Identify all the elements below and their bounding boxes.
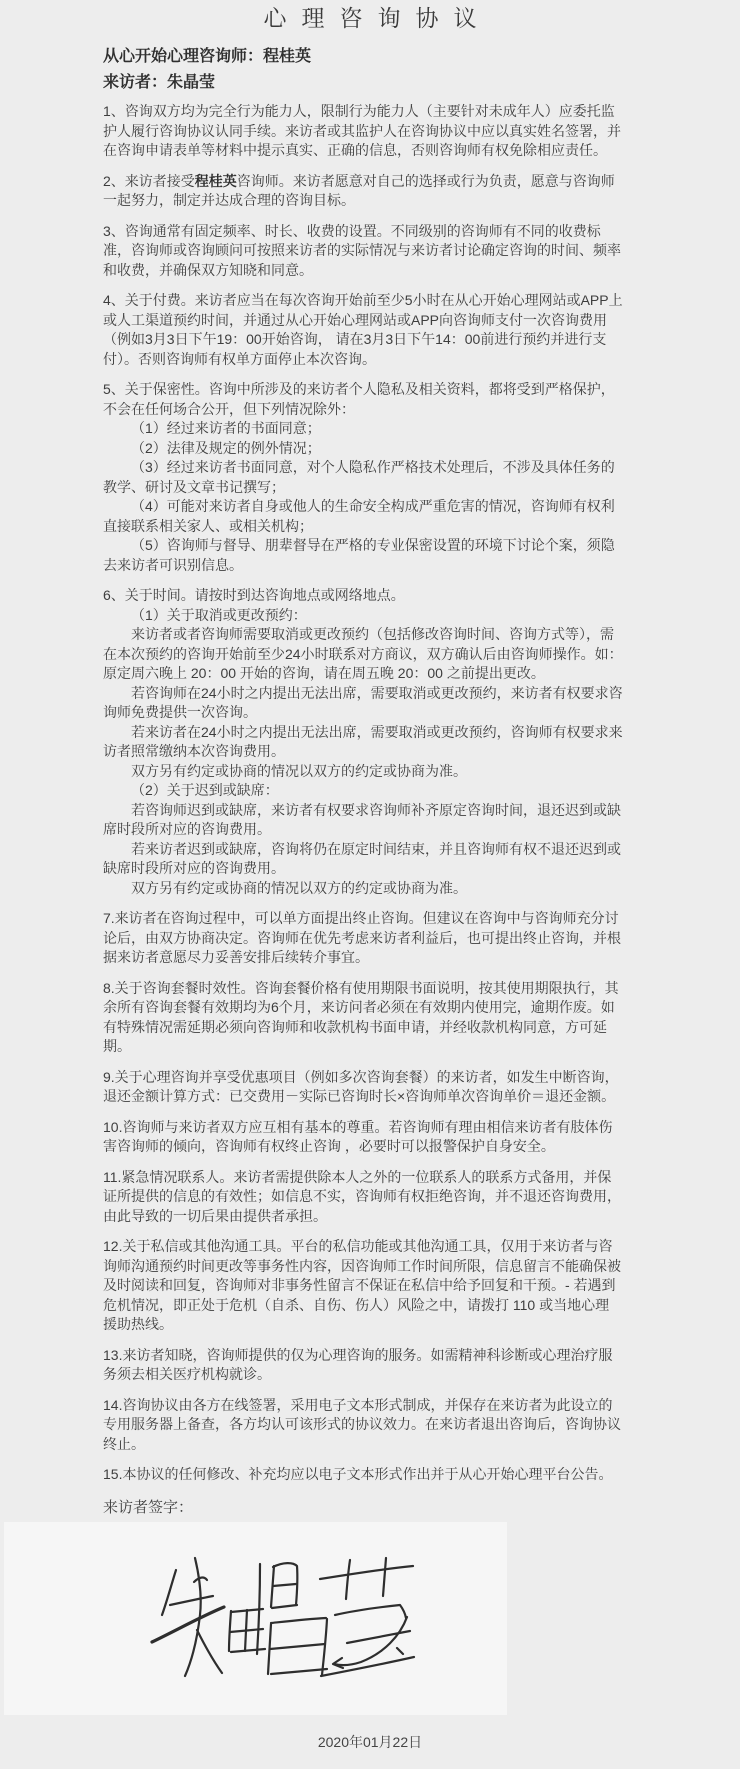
paragraph-line: （1）关于取消或更改预约：: [131, 606, 307, 623]
paragraph-line: （2）关于迟到或缺席：: [131, 782, 279, 798]
agreement-paragraph: [103, 1068, 637, 1107]
agreement-paragraph: [103, 586, 637, 898]
counselor-label: 从心开始心理咨询师：: [103, 48, 264, 65]
paragraph-line: （2）法律及规定的例外情况；: [131, 439, 321, 456]
paragraph-line: 务须去相关医疗机构就诊。: [103, 1366, 271, 1382]
paragraph-line: 来访者或者咨询师需要取消或更改预约（包括修改咨询时间、咨询方式等），需: [131, 626, 614, 642]
agreement-paragraph: [103, 172, 637, 211]
paragraph-line: 询师免费提供一次咨询。: [103, 704, 257, 720]
paragraph-line: 准，咨询师或咨询顾问可按照来访者的实际情况与来访者讨论确定咨询的时间、频率: [103, 242, 621, 258]
agreement-paragraph: [103, 1118, 637, 1157]
visitor-label: 来访者：: [103, 74, 168, 91]
agreement-paragraph: [103, 1168, 637, 1227]
paragraph-line: 3、咨询通常有固定频率、时长、收费的设置。不同级别的咨询师有不同的收费标: [103, 222, 601, 239]
agreement-paragraph: [103, 1396, 637, 1455]
signature-drawing: [150, 1553, 420, 1693]
paragraph-line: 去来访者可识别信息。: [103, 556, 243, 573]
paragraph-line: 付）。否则咨询师有权单方面停止本次咨询。: [103, 350, 376, 367]
paragraph-line: 若咨询师迟到或缺席，来访者有权要求咨询师补齐原定咨询时间，退还迟到或缺: [131, 801, 621, 818]
agreement-body: [103, 102, 637, 1485]
agreement-paragraph: [103, 979, 637, 1057]
paragraph-line: 教学、研讨及文章书记撰写；: [103, 478, 285, 495]
paragraph-line: （3）经过来访者书面同意，对个人隐私作严格技术处理后，不涉及具体任务的: [131, 459, 615, 475]
paragraph-line: 原定周六晚上 20：00 开始的咨询，请在周五晚 20：00 之前提出更改。: [103, 665, 545, 681]
paragraph-line: 访者照常缴纳本次咨询费用。: [103, 743, 285, 759]
paragraph-line: 终止。: [103, 1435, 145, 1452]
paragraph-line: 在咨询申请表单等材料中提示真实、正确的信息，否则咨询师有权免除相应责任。: [103, 142, 607, 158]
counselor-line: [103, 46, 637, 67]
paragraph-line: 14.咨询协议由各方在线签署，采用电子文本形式制成，并保存在来访者为此设立的: [103, 1396, 613, 1413]
paragraph-line: 证所提供的信息的有效性；如信息不实，咨询师有权拒绝咨询，并不退还咨询费用，: [103, 1188, 621, 1204]
agreement-paragraph: [103, 1465, 637, 1485]
paragraph-line: 据来访者意愿尽力妥善安排后续转介事宜。: [103, 949, 369, 965]
paragraph-line: 席时段所对应的咨询费用。: [103, 821, 271, 837]
paragraph-line: 援助热线。: [103, 1316, 173, 1332]
paragraph-line: 专用服务器上备查，各方均认可该形式的协议效力。在来访者退出咨询后，咨询协议: [103, 1416, 621, 1432]
paragraph-line: （例如3月3日下午19：00开始咨询， 请在3月3日下午14：00前进行预约并进行支: [103, 331, 607, 347]
paragraph-line: 询师沟通预约时间更改等事务性内容，因咨询师工作时间所限，信息留言不能确保被: [103, 1257, 621, 1274]
agreement-paragraph: [103, 291, 637, 369]
paragraph-line: 若来访者迟到或缺席，咨询将仍在原定时间结束，并且咨询师有权不退还迟到或: [131, 840, 621, 857]
paragraph-line: 及时阅读和回复，咨询师对非事务性留言不保证在私信中给予回复和干预。- 若遇到: [103, 1277, 616, 1293]
paragraph-line: 有特殊情况需延期必须向咨询师和收款机构书面申请，并经收款机构同意，方可延: [103, 1018, 607, 1035]
agreement-paragraph: [103, 909, 637, 968]
paragraph-line: 危机情况，即正处于危机（自杀、自伤、伤人）风险之中，请拨打 110 或当地心理: [103, 1296, 610, 1313]
paragraph-line: 13.来访者知晓，咨询师提供的仅为心理咨询的服务。如需精神科诊断或心理治疗服: [103, 1346, 613, 1363]
paragraph-line: 直接联系相关家人、或相关机构；: [103, 517, 313, 534]
paragraph-line: 缺席时段所对应的咨询费用。: [103, 860, 285, 876]
page-title-text: 心理咨询协议: [263, 5, 492, 31]
paragraph-line: 一起努力，制定并达成合理的咨询目标。: [103, 192, 355, 208]
paragraph-line: 论后，由双方协商决定。咨询师在优先考虑来访者利益后，也可提出终止咨询，并根: [103, 929, 621, 946]
agreement-paragraph: [103, 1346, 637, 1385]
paragraph-line: 5、关于保密性。咨询中所涉及的来访者个人隐私及相关资料，都将受到严格保护，: [103, 381, 615, 397]
paragraph-line: 10.咨询师与来访者双方应互相有基本的尊重。若咨询师有理由相信来访者有肢体伤: [103, 1118, 613, 1135]
paragraph-line: 不会在任何场合公开，但下列情况除外：: [103, 400, 355, 417]
paragraph-line: 护人履行咨询协议认同手续。来访者或其监护人在咨询协议中应以真实姓名签署，并: [103, 122, 621, 139]
paragraph-line: （4）可能对来访者自身或他人的生命安全构成严重危害的情况，咨询师有权利: [131, 498, 615, 514]
paragraph-line: 双方另有约定或协商的情况以双方的约定或协商为准。: [131, 879, 467, 896]
paragraph-line: 2、来访者接受程桂英咨询师。来访者愿意对自己的选择或行为负责，愿意与咨询师: [103, 172, 615, 189]
paragraph-line: 9.关于心理咨询并享受优惠项目（例如多次咨询套餐）的来访者，如发生中断咨询，: [103, 1068, 619, 1085]
paragraph-line: 由此导致的一切后果由提供者承担。: [103, 1207, 327, 1224]
signature-canvas: [4, 1522, 507, 1715]
paragraph-line: 害咨询师的倾向，咨询师有权终止咨询 ，必要时可以报警保护自身安全。: [103, 1138, 555, 1154]
counselor-name: 程桂英: [263, 48, 312, 65]
paragraph-line: 若咨询师在24小时之内提出无法出席，需要取消或更改预约，来访者有权要求咨: [131, 684, 623, 701]
paragraph-line: 若来访者在24小时之内提出无法出席，需要取消或更改预约，咨询师有权要求来: [131, 723, 623, 740]
paragraph-line: 7.来访者在咨询过程中，可以单方面提出终止咨询。但建议在咨询中与咨询师充分讨: [103, 910, 619, 926]
visitor-signature-label: 来访者签字：: [103, 1498, 194, 1516]
paragraph-line: 12.关于私信或其他沟通工具。平台的私信功能或其他沟通工具，仅用于来访者与咨: [103, 1238, 613, 1254]
agreement-paragraph: [103, 380, 637, 575]
paragraph-line: 余所有咨询套餐有效期均为6个月，来访问者必须在有效期内使用完，逾期作废。如: [103, 999, 615, 1015]
paragraph-line: 或人工渠道预约时间，并通过从心开始心理网站或APP向咨询师支付一次咨询费用: [103, 311, 608, 328]
paragraph-line: 11.紧急情况联系人。来访者需提供除本人之外的一位联系人的联系方式备用，并保: [103, 1168, 612, 1185]
paragraph-line: （5）咨询师与督导、朋辈督导在严格的专业保密设置的环境下讨论个案，须隐: [131, 537, 615, 553]
agreement-paragraph: [103, 222, 637, 281]
signature-date: 2020年01月22日: [317, 1733, 423, 1750]
paragraph-line: 双方另有约定或协商的情况以双方的约定或协商为准。: [131, 762, 467, 779]
paragraph-line: 和收费，并确保双方知晓和同意。: [103, 261, 313, 278]
page-title: [0, 4, 740, 32]
paragraph-line: 在本次预约的咨询开始前至少24小时联系对方商议，双方确认后由咨询师操作。如：: [103, 645, 623, 662]
visitor-name: 朱晶莹: [167, 74, 216, 91]
paragraph-line: 6、关于时间。请按时到达咨询地点或网络地点。: [103, 587, 405, 603]
agreement-paragraph: [103, 102, 637, 161]
paragraph-line: 15.本协议的任何修改、补充均应以电子文本形式作出并于从心开始心理平台公告。: [103, 1466, 613, 1482]
agreement-paragraph: [103, 1237, 637, 1335]
paragraph-line: （1）经过来访者的书面同意；: [131, 420, 321, 436]
visitor-line: [103, 72, 637, 93]
paragraph-line: 1、咨询双方均为完全行为能力人，限制行为能力人（主要针对未成年人）应委托监: [103, 103, 615, 119]
paragraph-line: 8.关于咨询套餐时效性。咨询套餐价格有使用期限书面说明，按其使用期限执行，其: [103, 979, 619, 996]
paragraph-line: 退还金额计算方式：已交费用－实际已咨询时长×咨询师单次咨询单价＝退还金额。: [103, 1088, 616, 1104]
paragraph-line: 4、关于付费。来访者应当在每次咨询开始前至少5小时在从心开始心理网站或APP上: [103, 292, 623, 308]
paragraph-line: 期。: [103, 1038, 131, 1054]
